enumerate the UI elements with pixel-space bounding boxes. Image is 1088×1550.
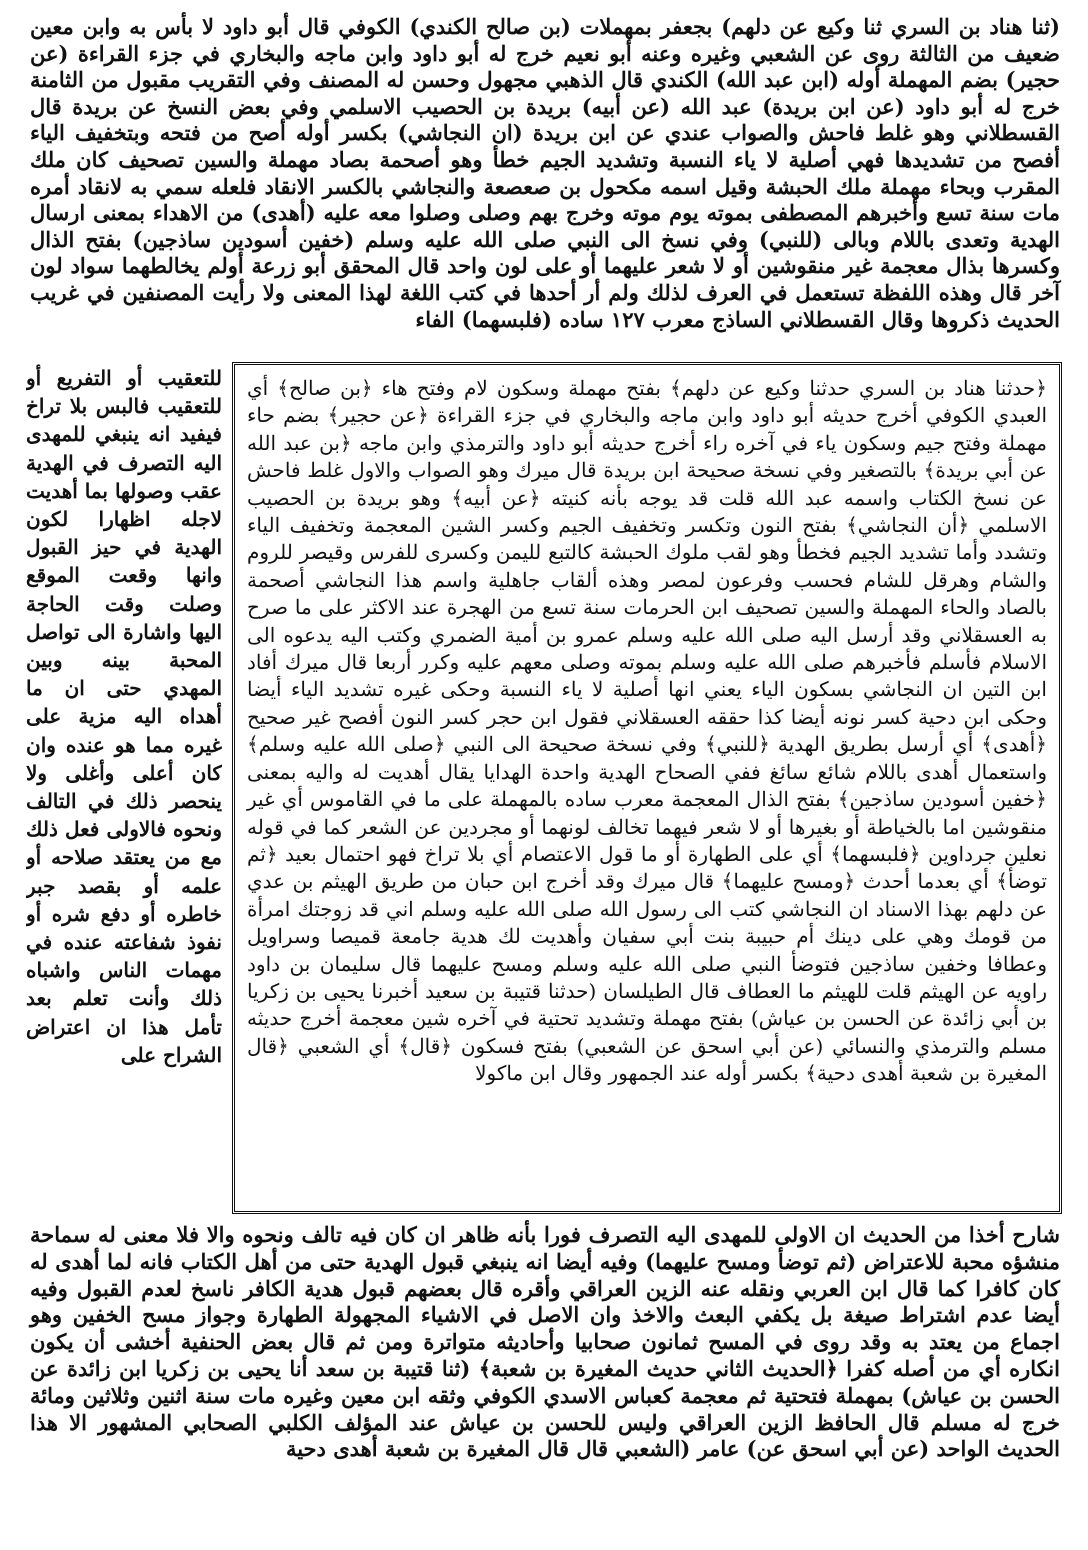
top-commentary-text: (ثنا هناد بن السري ثنا وكيع عن دلهم) بجعفر بمهملات (بن صالح الكندي) الكوفي قال أبو داود لا بأس به وابن معين ضعيف من الثالثة روى عن الشعبي وغيره وعنه أبو نعيم خرج له أبو داود وابن ماجه والبخاري في جزء القراءة (عن حجير) بضم المهملة أوله (ابن عبد الله) الكندي قال الذهبي مجهول وحسن له المصنف وفي التقريب مقبول من الثامنة خرج له أبو داود (عن ابن بريدة) عبد الله (عن أبيه) بريدة بن الحصيب الاسلمي وفي بعض النسخ عن بريدة قال القسطلاني وهو غلط فاحش والصواب عندي عن ابن بريدة (ان النجاشي) بكسر أوله أصح من فتحه وبتخفيف الياء أفصح من تشديدها فهي أصلية لا ياء النسبة وتشديد الجيم خطأ وهو أصحمة بصاد مهملة والسين تصحيف كان ملك المقرب وبحاء مهملة ملك الحبشة وقيل اسمه مكحول بن صعصعة والنجاشي بالكسر الانقاد فلعله سمي به لانقاد أمره مات سنة تسع وأخبرهم المصطفى بموته يوم موته وخرج بهم وصلى وصلوا معه عليه (أهدى) من الاهداء بمعنى ارسال الهدية وتعدى باللام وبالى (للنبي) وفي نسخ الى النبي صلى الله عليه وسلم (خفين أسودين ساذجين) بفتح الذال وكسرها بذال معجمة غير منقوشين أو لا شعر عليهما أو على لون واحد قال المحقق أبو زرعة أولم يخالطهما سواد لون آخر قال وهذه اللفظة تستعمل في العرف لذلك ولم أر أحدها في كتب اللغة لهذا المعنى ولا رأيت المصنفين في غريب الحديث ذكروها وقال القسطلاني الساذج معرب ١٢٧ ساده (فلبسهما) الفاء bbox=[30, 14, 1060, 332]
bottom-commentary-text: شارح أخذا من الحديث ان الاولى للمهدى اليه التصرف فورا بأنه ظاهر ان كان فيه تالف ونحوه والا فلا معنى له سماحة منشؤه محبة للاعتراض (ثم توضأ ومسح عليهما) وفيه أيضا انه ينبغي قبول الهدية حتى من أهل الكتاب فانه لما أهدى له كان كافرا كما قال ابن العربي ونقله عنه الزين العراقي وأقره قال بعضهم قبول هدية الكافر ناسخ لعدم القبول وفيه أيضا عدم اشتراط صيغة بل يكفي البعث والاخذ وان الاصل في الاشياء المجهولة الطهارة وجواز مسح الخفين وهو اجماع من يعتد به وقد روى في المسح ثمانون صحابيا وأحاديثه متواترة ومن ثم قال بعض الحنفية أخشى أن يكون انكاره أي من أصله كفرا ﴿الحديث الثاني حديث المغيرة بن شعبة﴾ (ثنا قتيبة بن سعد أنا يحيى بن زكريا ابن زائدة عن الحسن بن عياش) بمهملة فتحتية ثم معجمة كعباس الاسدي الكوفي وثقه ابن معين وغيره مات سنة اثنين وثلاثين ومائة خرج له مسلم قال الحافظ الزين العراقي وليس للحسن بن عياش عند المؤلف الكلبي الصحابي المشهور الا هذا الحديث الواحد (عن أبي اسحق عن) عامر (الشعبي قال قال المغيرة بن شعبة أهدى دحية bbox=[30, 1222, 1060, 1462]
main-text-frame bbox=[232, 362, 1062, 1214]
bottom-commentary bbox=[30, 1222, 1060, 1463]
main-text: ﴿حدثنا هناد بن السري حدثنا وكيع عن دلهم﴾ بفتح مهملة وسكون لام وفتح هاء ﴿بن صالح﴾ أي العبدي الكوفي أخرج حديثه أبو داود وابن ماجه والبخاري في جزء القراءة ﴿عن حجير﴾ بضم حاء مهملة وفتح جيم وسكون ياء في آخره راء أخرج حديثه أبو داود والترمذي وابن ماجه ﴿بن عبد الله عن أبي بريدة﴾ بالتصغير وفي نسخة صحيحة ابن بريدة قال ميرك وهو الصواب والاول غلط فاحش عن نسخ الكتاب واسمه عبد الله قلت قد يوجه بأنه كنيته ﴿عن أبيه﴾ وهو بريدة بن الحصيب الاسلمي ﴿أن النجاشي﴾ بفتح النون وتكسر وتخفيف الجيم وكسر الشين المعجمة وتخفيف الياء وتشدد وأما تشديد الجيم فخطأ وهو لقب ملوك الحبشة كالتبع لليمن وكسرى للفرس وقيصر للروم والشام وهرقل للشام فحسب وفرعون لمصر وهذه ألقاب جاهلية واسم هذا النجاشي أصحمة بالصاد والحاء المهملة والسين تصحيف ابن الحرمات سنة تسع من الهجرة عند الاكثر على ما صرح به العسقلاني وقد أرسل اليه صلى الله عليه وسلم عمرو بن أمية الضمري وكتب اليه يدعوه الى الاسلام فأسلم فأخبرهم صلى الله عليه وسلم بموته وصلى معهم عليه وكرر أربعا قال ميرك أفاد ابن التين ان النجاشي بسكون الياء يعني انها أصلية لا ياء النسبة وحكى غيره تشديد الياء أيضا وحكى ابن دحية كسر نونه أيضا كذا حققه العسقلاني فقول ابن حجر كسر النون أفصح غير صحيح ﴿أهدى﴾ أي أرسل بطريق الهدية ﴿للنبي﴾ وفي نسخة صحيحة الى النبي ﴿صلى الله عليه وسلم﴾ واستعمال أهدى باللام شائع سائغ ففي الصحاح الهدية واحدة الهدايا يقال أهديت له واليه بمعنى ﴿خفين أسودين ساذجين﴾ بفتح الذال المعجمة معرب ساده بالمهملة على ما في القاموس أي غير منقوشين اما بالخياطة أو بغيرها أو لا شعر فيهما تخالف لونهما أو مجردين عن الشعر كما في قوله نعلين جرداوين ﴿فلبسهما﴾ أي على الطهارة أو ما قول الاعتصام أي بلا تراخ فهو احتمال بعيد ﴿ثم توضأ﴾ أي بعدما أحدث ﴿ومسح عليهما﴾ قال ميرك وقد أخرج ابن حبان من طريق الهيثم بن عدي عن دلهم بهذا الاسناد ان النجاشي كتب الى رسول الله صلى الله عليه وسلم اني قد زوجتك امرأة من قومك وهي على دينك أم حبيبة بنت أبي سفيان وأهديت لك هدية جامعة قميصا وسراويل وعطافا وخفين ساذجين فتوضأ النبي صلى الله عليه وسلم ومسح عليهما قال سليمان بن داود راويه عن الهيثم قلت للهيثم ما العطاف قال الطيلسان (حدثنا قتيبة بن سعيد أخبرنا يحيى بن زكريا بن أبي زائدة عن الحسن بن عياش) بفتح مهملة وتشديد تحتية في آخره شين معجمة أخرج حديثه مسلم والترمذي والنسائي (عن أبي اسحق عن الشعبي) بفتح فسكون ﴿قال﴾ أي الشعبي ﴿قال المغيرة بن شعبة أهدى دحية﴾ بكسر أوله عند الجمهور وقال ابن ماكولا bbox=[247, 376, 1047, 1086]
side-commentary bbox=[26, 364, 222, 1212]
top-commentary bbox=[30, 14, 1060, 333]
side-commentary-text: للتعقيب أو التفريع أو للتعقيب فالبس بلا تراخ فيفيد انه ينبغي للمهدى اليه التصرف في الهدية عقب وصولها بما أهديت لاجله اظهارا لكون الهدية في حيز القبول وانها وقعت الموقع وصلت وقت الحاجة اليها واشارة الى تواصل المحبة بينه وبين المهدي حتى ان ما أهداه اليه مزية على غيره مما هو عنده وان كان أعلى وأغلى ولا ينحصر ذلك في التالف ونحوه فالاولى فعل ذلك مع من يعتقد صلاحه أو علمه أو بقصد جبر خاطره أو دفع شره أو نفوذ شفاعته عنده في مهمات الناس واشباه ذلك وأنت تعلم بعد تأمل هذا ان اعتراض الشراح على bbox=[26, 366, 222, 1067]
